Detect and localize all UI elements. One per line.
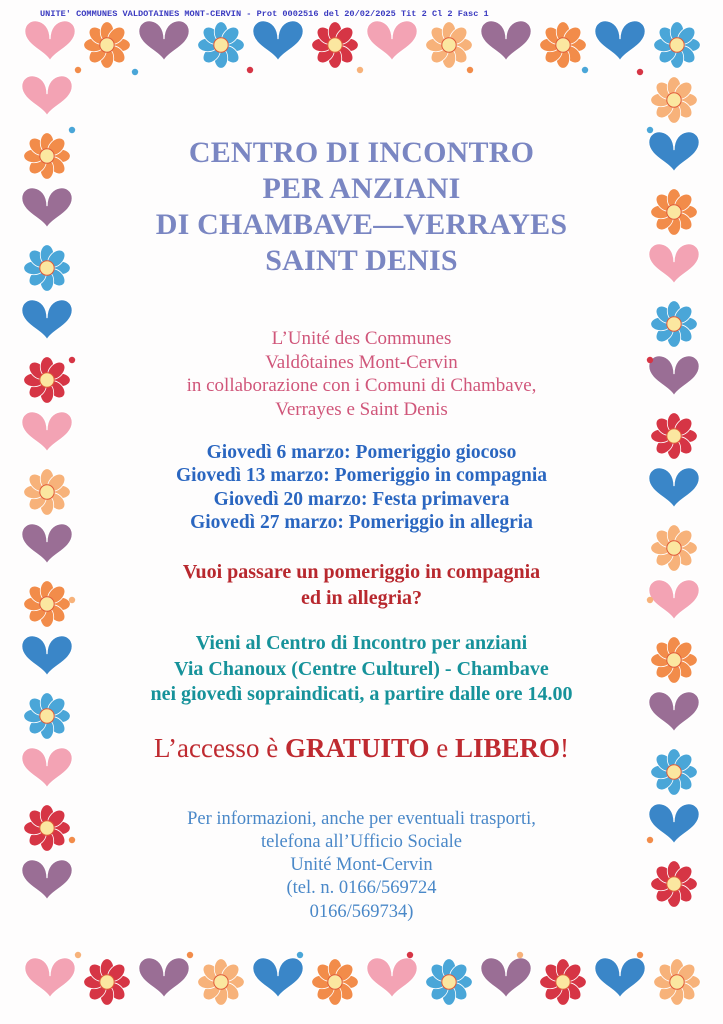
heart-icon [22,412,73,452]
small-blossom-icon [647,837,653,843]
heart-icon [22,860,73,900]
small-blossom-icon [75,952,81,958]
access-conj: e [429,732,455,763]
flower-icon [654,22,701,69]
heart-icon [367,958,418,998]
flower-icon [654,959,701,1006]
flower-icon [651,413,698,460]
title-line: DI CHAMBAVE—VERRAYES [155,208,568,241]
schedule-item: Giovedì 6 marzo: Pomeriggio giocoso [206,442,517,463]
heart-icon [649,132,700,172]
heart-icon [367,21,418,61]
heart-icon [22,76,73,116]
schedule-item: Giovedì 27 marzo: Pomeriggio in allegria [190,511,533,533]
flower-icon [198,959,245,1006]
small-blossom-icon [69,357,75,363]
protocol-stamp: UNITE' COMMUNES VALDOTAINES MONT-CERVIN - Prot 0002516 del 20/02/2025 Tit 2 Cl 2 Fasc 1 [40,9,489,19]
flower-icon [24,469,71,516]
heart-icon [481,21,532,61]
venue-details [80,631,643,708]
heart-icon [22,524,73,564]
flower-icon [540,959,587,1006]
title-line: CENTRO DI INCONTRO [188,136,535,169]
heart-icon [649,804,700,844]
small-blossom-icon [647,357,653,363]
flower-icon [651,861,698,908]
heart-icon [649,356,700,396]
contact-info [80,808,643,924]
intro-line: Valdôtaines Mont-Cervin [265,351,458,373]
heart-icon [22,636,73,676]
heart-icon [253,21,304,61]
flyer-content [80,135,643,924]
flower-icon [24,133,71,180]
info-line: (tel. n. 0166/569724 [286,878,437,899]
heart-icon [595,21,646,61]
small-blossom-icon [69,597,75,603]
flower-icon [84,22,131,69]
flower-icon [651,637,698,684]
small-blossom-icon [582,67,588,73]
flower-icon [426,22,473,69]
heart-icon [25,21,76,61]
flower-icon [651,77,698,124]
flower-icon [426,959,473,1006]
small-blossom-icon [467,67,473,73]
invitation-question [80,559,643,611]
intro-line: Verrayes e Saint Denis [275,398,448,420]
flower-icon [651,301,698,348]
flower-icon [24,357,71,404]
small-blossom-icon [637,69,643,75]
title-line: SAINT DENIS [265,244,458,277]
access-open: LIBERO [454,732,561,763]
heart-icon [22,188,73,228]
schedule-item: Giovedì 20 marzo: Festa primavera [213,488,510,510]
intro-line: L’Unité des Communes [271,328,452,349]
flower-icon [198,22,245,69]
access-note [80,732,643,764]
flower-icon [24,245,71,292]
info-line: telefona all’Ufficio Sociale [260,831,463,852]
flyer-title [80,135,643,279]
small-blossom-icon [75,67,81,73]
small-blossom-icon [297,952,303,958]
info-line: Per informazioni, anche per eventuali trasporti, [187,808,536,829]
heart-icon [649,468,700,508]
flower-icon [84,959,131,1006]
access-free: GRATUITO [284,732,430,763]
small-blossom-icon [637,952,643,958]
event-schedule [80,441,643,534]
schedule-item: Giovedì 13 marzo: Pomeriggio in compagnia [176,465,547,487]
heart-icon [649,244,700,284]
flower-icon [312,959,359,1006]
heart-icon [22,300,73,340]
flower-icon [651,189,698,236]
small-blossom-icon [132,69,138,75]
heart-icon [22,748,73,788]
flower-icon [651,525,698,572]
flower-icon [24,805,71,852]
heart-icon [253,958,304,998]
small-blossom-icon [69,127,75,133]
question-line: Vuoi passare un pomeriggio in compagnia [182,561,541,584]
flower-icon [24,693,71,740]
venue-line: nei giovedì sopraindicati, a partire dalle ore 14.00 [150,683,573,706]
intro-line: in collaborazione con i Comuni di Chambave, [186,375,537,396]
organizer-intro [80,327,643,421]
heart-icon [649,692,700,732]
flower-icon [540,22,587,69]
small-blossom-icon [187,952,193,958]
flower-icon [651,749,698,796]
info-line: 0166/569734) [309,901,414,922]
small-blossom-icon [647,127,653,133]
venue-line: Via Chanoux (Centre Culturel) - Chambave [174,657,549,680]
heart-icon [595,958,646,998]
question-line: ed in allegria? [300,587,423,610]
info-line: Unité Mont-Cervin [290,855,433,876]
heart-icon [139,21,190,61]
small-blossom-icon [517,952,523,958]
small-blossom-icon [69,837,75,843]
heart-icon [25,958,76,998]
small-blossom-icon [357,67,363,73]
small-blossom-icon [647,597,653,603]
small-blossom-icon [247,67,253,73]
access-suffix: ! [560,732,570,763]
access-prefix: L’accesso è [153,732,285,763]
small-blossom-icon [407,952,413,958]
title-line: PER ANZIANI [262,172,461,205]
heart-icon [649,580,700,620]
heart-icon [139,958,190,998]
venue-line: Vieni al Centro di Incontro per anziani [195,632,528,655]
flower-icon [24,581,71,628]
flower-icon [312,22,359,69]
heart-icon [481,958,532,998]
